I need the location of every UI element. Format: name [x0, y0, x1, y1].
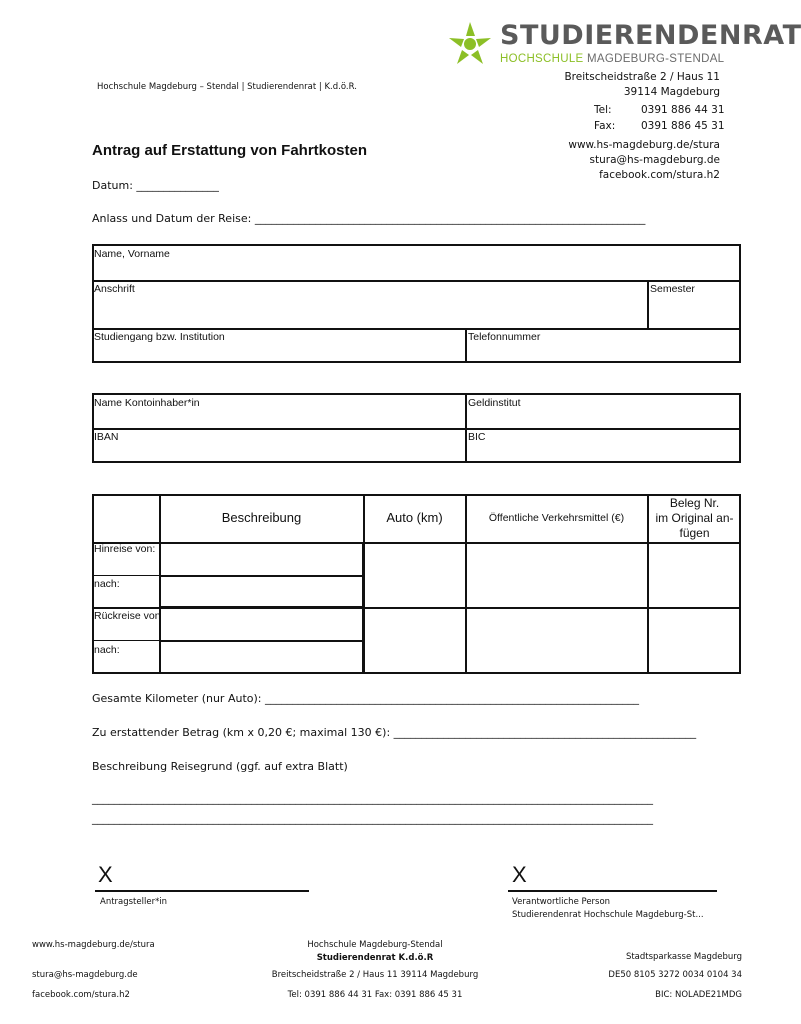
sender-line: Hochschule Magdeburg – Stendal | Studierendenrat | K.d.ö.R.: [97, 82, 357, 92]
address-line-2: 39114 Magdeburg: [623, 86, 720, 98]
footer-email: stura@hs-magdeburg.de: [32, 970, 138, 980]
footer-facebook: facebook.com/stura.h2: [32, 990, 130, 1000]
logo-star-icon: [446, 20, 494, 68]
applicant-sign-mark: X: [98, 862, 113, 887]
col-description: Beschreibung: [221, 510, 302, 525]
footer-bic: BIC: NOLADE21MDG: [655, 990, 742, 1000]
responsible-sign-mark: X: [512, 862, 527, 887]
fax-label: Fax:: [594, 120, 616, 132]
reason-description-label: Beschreibung Reisegrund (ggf. auf extra Blatt): [92, 760, 348, 773]
col-car-km: Auto (km): [386, 510, 443, 525]
bic-field[interactable]: BIC: [468, 431, 486, 443]
page-title: Antrag auf Erstattung von Fahrtkosten: [92, 142, 368, 159]
amount-field[interactable]: Zu erstattender Betrag (km x 0,20 €; maximal 130 €): _______________________________________________________: [92, 726, 697, 739]
outbound-to-label: nach:: [94, 578, 120, 590]
address-field[interactable]: Anschrift: [94, 283, 135, 295]
reason-line-1[interactable]: ______________________________________________________________________________________________________: [92, 792, 653, 805]
footer-bank-name: Stadtsparkasse Magdeburg: [625, 952, 742, 962]
contact-web: www.hs-magdeburg.de/stura: [568, 139, 720, 151]
applicant-signature-line[interactable]: [95, 890, 309, 892]
program-field[interactable]: Studiengang bzw. Institution: [94, 331, 225, 343]
responsible-label-1: Verantwortliche Person: [512, 897, 611, 907]
reason-line-2[interactable]: ______________________________________________________________________________________________________: [92, 812, 653, 825]
logo-name: STUDIERENDENRAT: [500, 20, 801, 51]
contact-online: [568, 138, 720, 183]
responsible-signature-line[interactable]: [508, 890, 717, 892]
name-field[interactable]: Name, Vorname: [94, 248, 170, 260]
outbound-from-input[interactable]: [160, 543, 363, 576]
footer-center-2: Studierendenrat K.d.ö.R: [316, 953, 434, 963]
footer-center-1: Hochschule Magdeburg-Stendal: [307, 940, 443, 950]
col-public-transport: Öffentliche Verkehrsmittel (€): [488, 512, 625, 524]
return-to-label: nach:: [94, 644, 120, 656]
outbound-from-label: Hinreise von:: [94, 543, 156, 555]
iban-field[interactable]: IBAN: [94, 431, 119, 443]
col-receipt-line-3: fügen: [679, 526, 710, 540]
logo-subtitle: HOCHSCHULE MAGDEBURG-STENDAL: [500, 53, 725, 65]
responsible-label-2: Studierendenrat Hochschule Magdeburg-St...: [512, 910, 704, 920]
col-receipt-line-2: im Original an-: [655, 511, 734, 525]
responsible-label: [512, 896, 704, 922]
total-km-field[interactable]: Gesamte Kilometer (nur Auto): ____________________________________________________________________: [92, 692, 639, 705]
tel-value: 0391 886 44 31: [641, 104, 725, 116]
account-holder-field[interactable]: Name Kontoinhaber*in: [94, 397, 200, 409]
applicant-label: Antragsteller*in: [100, 897, 168, 907]
contact-facebook: facebook.com/stura.h2: [599, 169, 720, 181]
return-to-input[interactable]: [160, 641, 363, 674]
contact-email: stura@hs-magdeburg.de: [589, 154, 720, 166]
personal-table: [92, 244, 741, 363]
return-from-input[interactable]: [160, 608, 363, 641]
footer-center-4: Tel: 0391 886 44 31 Fax: 0391 886 45 31: [287, 990, 463, 1000]
footer-center-3: Breitscheidstraße 2 / Haus 11 39114 Magdeburg: [271, 970, 479, 980]
semester-field[interactable]: Semester: [650, 283, 695, 295]
bank-institute-field[interactable]: Geldinstitut: [468, 397, 521, 409]
fax-value: 0391 886 45 31: [641, 120, 725, 132]
contact-address: [564, 70, 720, 100]
phone-field[interactable]: Telefonnummer: [468, 331, 541, 343]
return-from-label: Rückreise von: [94, 610, 161, 622]
outbound-to-input[interactable]: [160, 576, 363, 607]
col-receipt-line-1: Beleg Nr.: [669, 496, 720, 510]
tel-label: Tel:: [594, 104, 612, 116]
footer-web: www.hs-magdeburg.de/stura: [32, 940, 155, 950]
date-field[interactable]: Datum: _______________: [92, 179, 219, 192]
footer-iban: DE50 8105 3272 0034 0104 34: [608, 970, 742, 980]
col-receipt: [648, 496, 741, 541]
address-line-1: Breitscheidstraße 2 / Haus 11: [564, 71, 720, 83]
reason-date-field[interactable]: Anlass und Datum der Reise: _______________________________________________________________________: [92, 212, 646, 225]
